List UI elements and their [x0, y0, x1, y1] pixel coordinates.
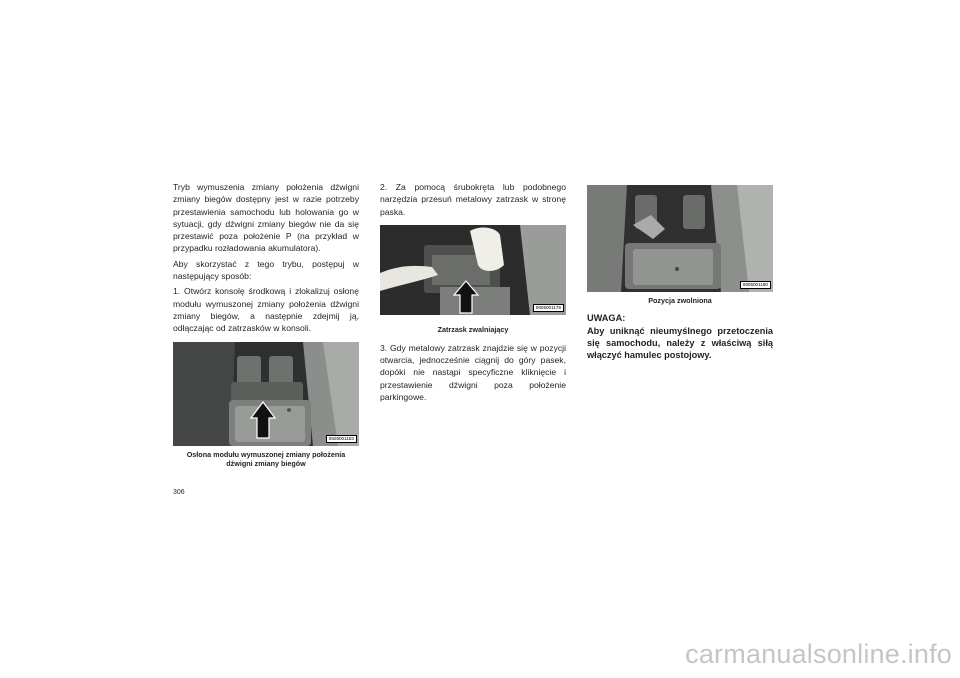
page-number: 306 — [173, 489, 185, 496]
step-2: 2. Za pomocą śrubokręta lub podobnego narzędzia przesuń metalowy zatrzask w stronę paska. — [380, 182, 566, 217]
release-latch-illustration — [380, 225, 566, 315]
figure-released-position-photo — [587, 185, 773, 292]
released-position-illustration — [587, 185, 773, 292]
paragraph-procedure-intro: Aby skorzystać z tego trybu, postępuj w następujący sposób: — [173, 258, 359, 282]
step-1: 1. Otwórz konsolę środkową i zlokalizuj osłonę modułu wymuszonej zmiany położenia dźwigni zmiany biegów, a następnie zdejmij ją, odłączając od zatrzasków w konsoli. — [173, 286, 359, 334]
column-right — [587, 181, 773, 361]
figure-code: 0605001183 — [326, 435, 357, 443]
column-middle — [380, 181, 566, 406]
figure-code: 0605001180 — [740, 281, 771, 289]
watermark: carmanualsonline.info — [685, 639, 952, 669]
column-left — [173, 181, 359, 468]
figure-code: 0605001179 — [533, 304, 564, 312]
warning-text: Aby uniknąć nieumyślnego przetoczenia się samochodu, należy z właściwą siłą włączyć hamulec postojowy. — [587, 326, 773, 360]
figure-console-cover-photo — [173, 342, 359, 446]
step-3: 3. Gdy metalowy zatrzask znajdzie się w pozycji otwarcia, jednocześnie ciągnij do góry pasek, dopóki nie nastąpi specyficzne kliknięcie i przestawienie dźwigni poza położenie parkingowe. — [380, 342, 566, 403]
figure-release-latch-photo — [380, 225, 566, 315]
figure-caption: Pozycja zwolniona — [648, 296, 712, 305]
figure-caption: Zatrzask zwalniający — [437, 324, 509, 334]
console-cover-illustration — [173, 342, 359, 446]
warning-title: UWAGA: — [587, 313, 626, 323]
paragraph-intro: Tryb wymuszenia zmiany położenia dźwigni zmiany biegów dostępny jest w razie potrzeby przestawienia samochodu lub holowania go w sytuacji, gdy dźwigni zmiany biegów nie da się przestawić poza położenie P (na przykład w przypadku rozładowania akumulatora). — [173, 182, 359, 254]
figure-caption: Osłona modułu wymuszonej zmiany położenia dźwigni zmiany biegów — [186, 449, 346, 468]
